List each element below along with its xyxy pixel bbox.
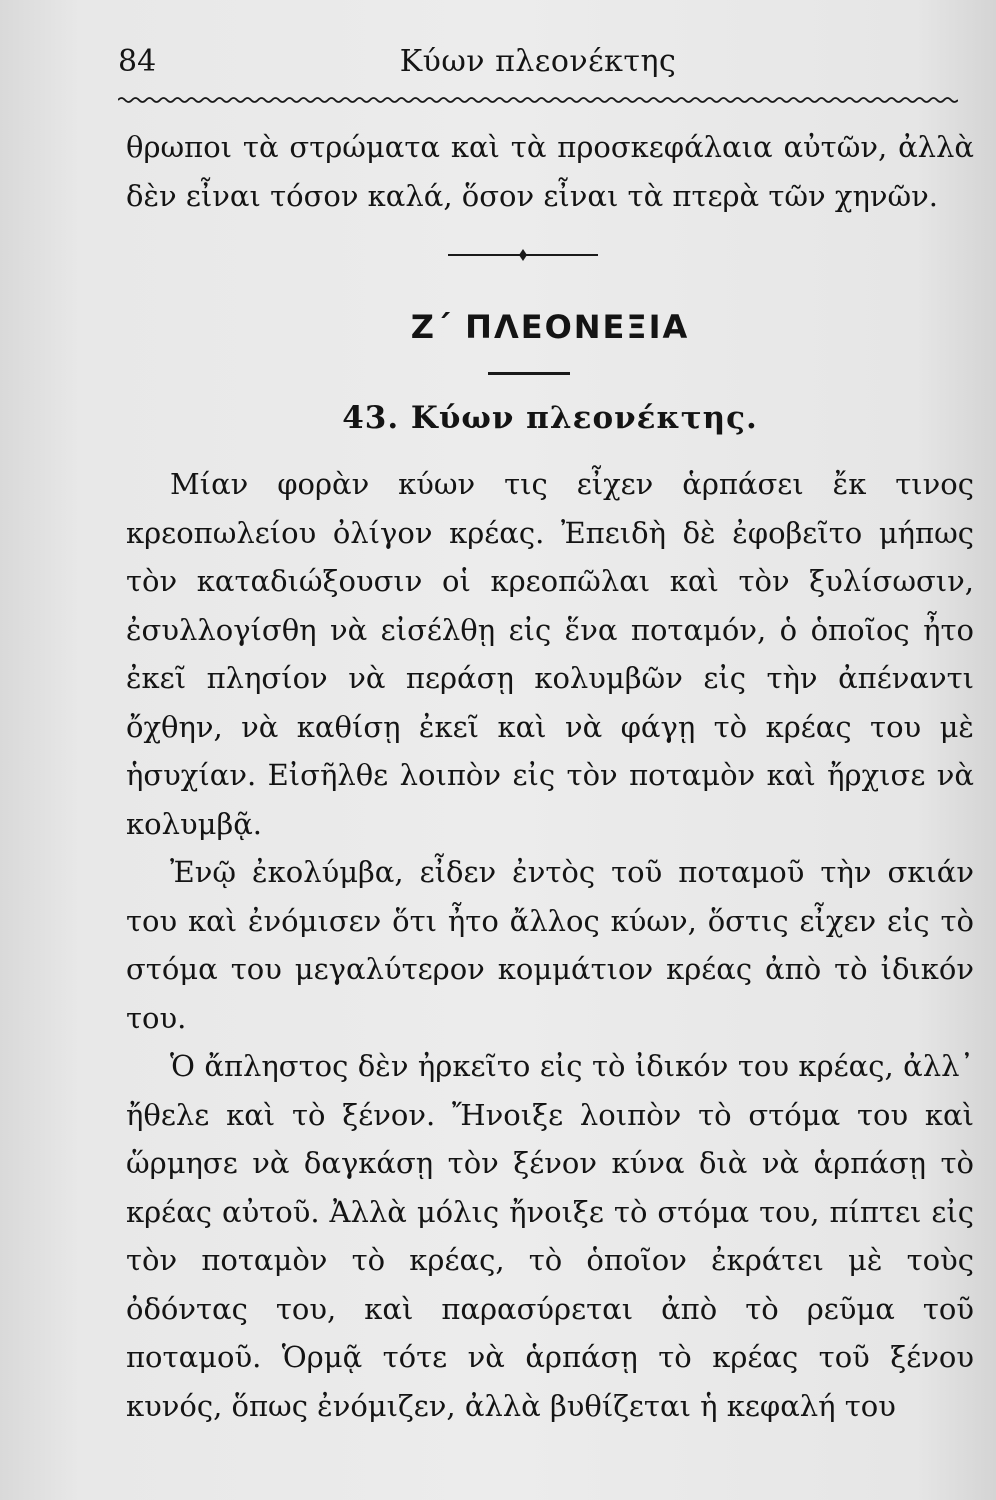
section-divider [488, 372, 570, 375]
story-paragraph: Ὁ ἄπληστος δὲν ἠρκεῖτο εἰς τὸ ἰδικόν του κρέας, ἀλλ᾽ ἤθελε καὶ τὸ ξένον. Ἤνοιξε λοιπὸν τὸ στόμα του καὶ ὥρμησε νὰ δαγκάσῃ τὸν ξένον κύνα διὰ νὰ ἁρπάσῃ τὸ κρέας αὐτοῦ. Ἀλλὰ μόλις ἤνοιξε τὸ στόμα του, πίπτει εἰς τὸν ποταμὸν τὸ κρέας, τὸ ὁποῖον ἐκράτει μὲ τοὺς ὀδόντας του, καὶ παρασύρεται ἀπὸ τὸ ρεῦμα τοῦ ποταμοῦ. Ὁρμᾷ τότε νὰ ἁρπάσῃ τὸ κρέας τοῦ ξένου κυνός, ὅπως ἐνόμιζεν, ἀλλὰ βυθίζεται ἡ κεφαλή του [126, 1049, 974, 1423]
section-heading: Ζ΄ ΠΛΕΟΝΕΞΙΑ [410, 308, 690, 346]
running-title: Κύων πλεονέκτης [399, 44, 677, 79]
story-paragraph: Ἐνῷ ἐκολύμβα, εἶδεν ἐντὸς τοῦ ποταμοῦ τὴν σκιάν του καὶ ἐνόμισεν ὅτι ἦτο ἄλλος κύων, ὅστις εἶχεν εἰς τὸ στόμα του μεγαλύτερον κομμάτιον κρέας ἀπὸ τὸ ἰδικόν του. [126, 855, 974, 1035]
story-body [126, 460, 974, 1430]
story-title: 43. Κύων πλεονέκτης. [342, 400, 758, 436]
continuation-paragraph: θρωποι τὰ στρώματα καὶ τὰ προσκεφάλαια αὐτῶν, ἀλλὰ δὲν εἶναι τόσον καλά, ὅσον εἶναι τὰ πτερὰ τῶν χηνῶν. [126, 130, 974, 213]
story-paragraph: Μίαν φορὰν κύων τις εἶχεν ἁρπάσει ἔκ τινος κρεοπωλείου ὀλίγον κρέας. Ἐπειδὴ δὲ ἐφοβεῖτο μήπως τὸν καταδιώξουσιν οἱ κρεοπῶλαι καὶ τὸν ξυλίσωσιν, ἐσυλλογίσθη νὰ εἰσέλθῃ εἰς ἕνα ποταμόν, ὁ ὁποῖος ἦτο ἐκεῖ πλησίον νὰ περάσῃ κολυμβῶν εἰς τὴν ἀπέναντι ὄχθην, νὰ καθίσῃ ἐκεῖ καὶ νὰ φάγῃ τὸ κρέας του μὲ ἡσυχίαν. Εἰσῆλθε λοιπὸν εἰς τὸν ποταμὸν καὶ ἤρχισε νὰ κολυμβᾷ. [126, 467, 974, 841]
wavy-header-rule [118, 92, 958, 108]
page-header [118, 44, 958, 94]
ornament-divider [448, 248, 598, 262]
page-number: 84 [118, 44, 157, 79]
